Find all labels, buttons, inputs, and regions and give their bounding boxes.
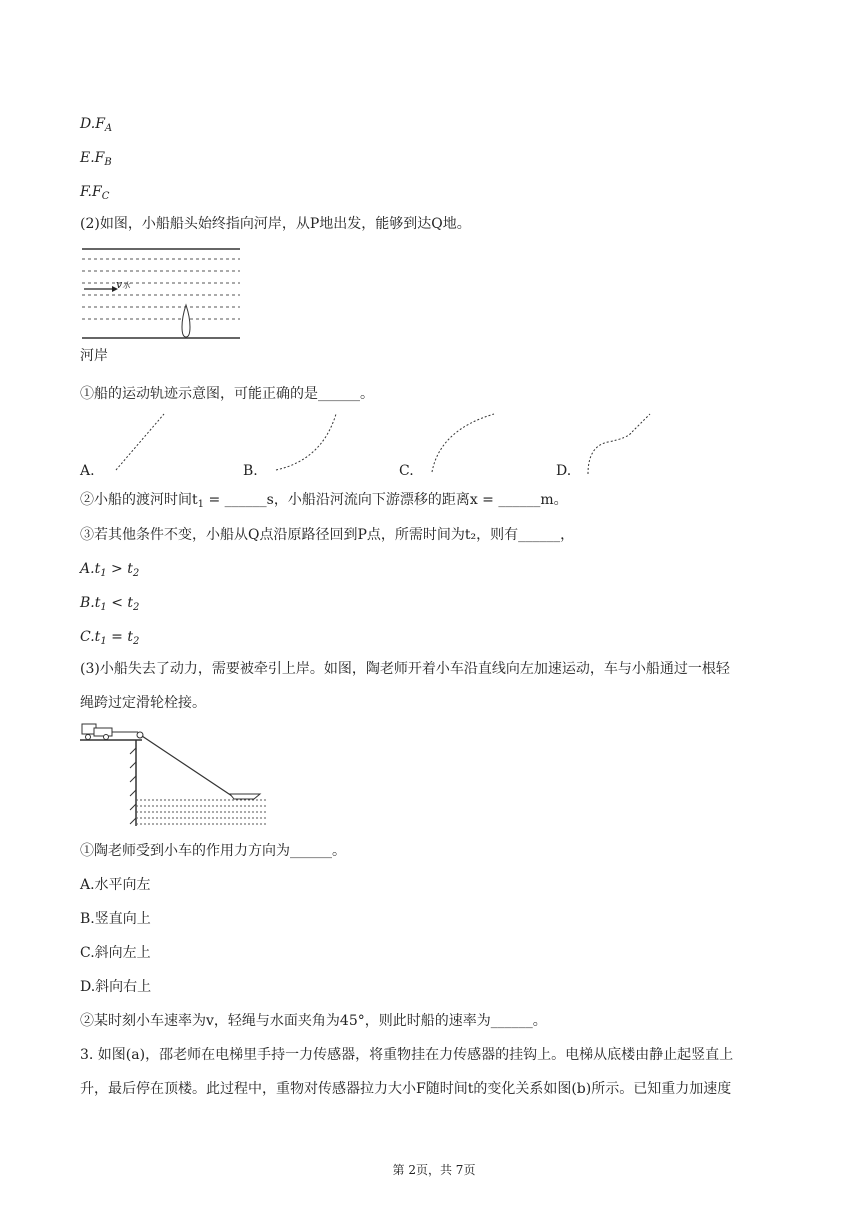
v-water-label: v水 [116,278,131,291]
option-f: $F.F_C$ [80,184,110,202]
choice-a: A. [80,463,95,479]
trajectory-c [428,410,498,474]
choice-d: D. [556,463,572,479]
q2-sub1: ①船的运动轨迹示意图，可能正确的是______。 [80,386,374,402]
q2-opt-b: $B.t_1 < t_2$ [80,595,140,613]
choice-b: B. [243,463,258,479]
q3-opt-b: B.竖直向上 [80,911,151,927]
page-footer: 第 2页，共 7页 [392,1163,476,1177]
trajectory-a [110,410,170,474]
option-e: $E.F_B$ [80,150,112,168]
q2-sub3: ③若其他条件不变，小船从Q点沿原路径回到P点，所需时间为t₂，则有______， [80,527,575,543]
q2-sub2: ②小船的渡河时间$t_1$ = ______s，小船沿河流向下游漂移的距离x = ______m。 [80,492,568,510]
q3-sub1: ①陶老师受到小车的作用力方向为______。 [80,843,346,859]
q3-line2: 绳跨过定滑轮栓接。 [80,695,206,711]
riverbank-label: 河岸 [80,348,108,364]
q3-opt-a: A.水平向左 [80,877,151,893]
pulley-figure [80,718,270,830]
trajectory-b [272,410,342,474]
q2-opt-c: $C.t_1 = t_2$ [80,629,140,647]
river-figure [82,247,242,342]
trajectory-d [584,410,656,476]
q3-line1: (3)小船失去了动力，需要被牵引上岸。如图，陶老师开着小车沿直线向左加速运动，车与小船通过一根轻 [80,661,730,677]
q3-sub2: ②某时刻小车速率为v，轻绳与水面夹角为45°，则此时船的速率为______。 [80,1013,547,1029]
q3-opt-c: C.斜向左上 [80,945,151,961]
q3-opt-d: D.斜向右上 [80,979,152,995]
option-d: $D.F_A$ [80,116,113,134]
q2-opt-a: $A.t_1 > t_2$ [80,561,140,579]
q4-line1: 3. 如图(a)，邵老师在电梯里手持一力传感器，将重物挂在力传感器的挂钩上。电梯从底楼由静止起竖直上 [80,1047,734,1063]
q4-line2: 升，最后停在顶楼。此过程中，重物对传感器拉力大小F随时间t的变化关系如图(b)所示。已知重力加速度 [80,1081,732,1097]
choice-c: C. [399,463,414,479]
q2-prompt: (2)如图，小船船头始终指向河岸，从P地出发，能够到达Q地。 [80,216,471,232]
